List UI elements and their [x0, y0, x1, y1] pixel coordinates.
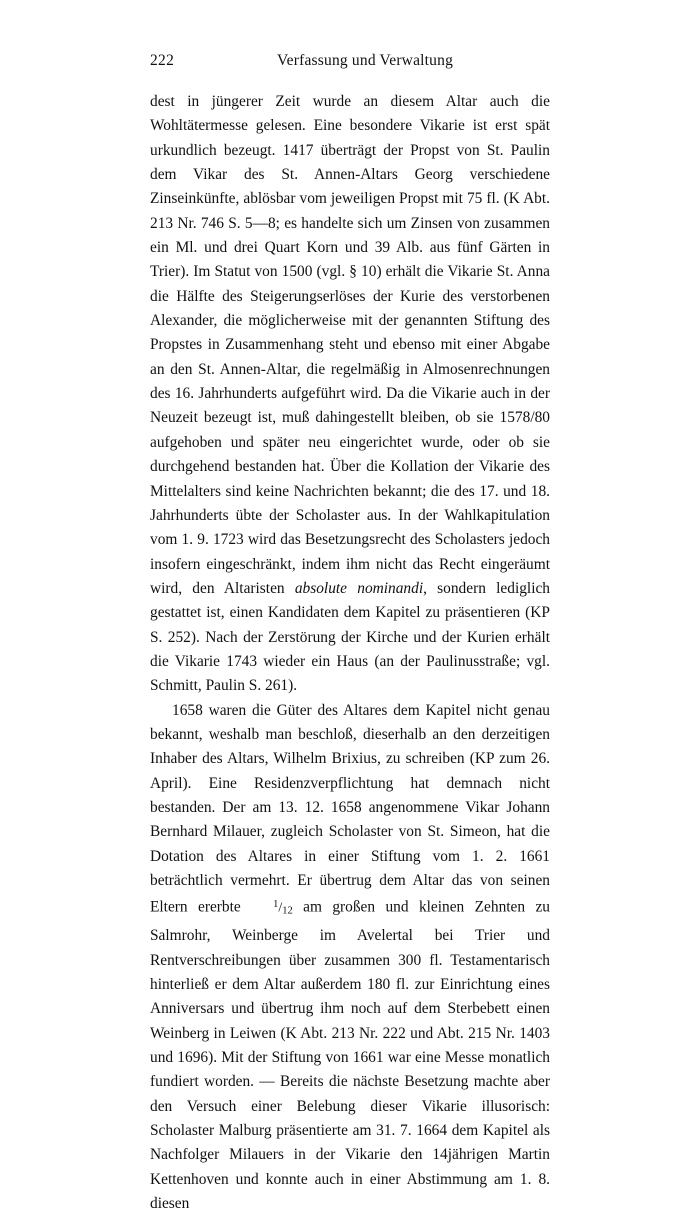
fraction-denominator: 12 [282, 905, 293, 917]
paragraph-1-text-b: , sondern lediglich gestattet ist, einen Kandidaten dem Kapitel zu präsentieren (KP S. 252). Nach der Zerstörung der Kirche und der Kurien erhält die Vikarie 1743 wieder ein Haus (an der Paulinusstraße; vgl. Schmitt, Paulin S. 261). [150, 579, 551, 695]
paragraph-1-text-a: dest in jüngerer Zeit wurde an diesem Altar auch die Wohltätermesse gelesen. Eine besondere Vikarie ist erst spät urkundlich bezeugt. 1417 überträgt der Propst von St. Paulin dem Vikar des St. Annen-Altars Georg verschiedene Zinseinkünfte, ablösbar vom jeweiligen Propst mit 75 fl. (K Abt. 213 Nr. 746 S. 5—8; es handelte sich um Zinsen von zusammen ein Ml. und drei Quart Korn und 39 Alb. aus fünf Gärten in Trier). Im Statut von 1500 (vgl. § 10) erhält die Vikarie St. Anna die Hälfte des Steigerungserlöses der Kurie des verstorbenen Alexander, die möglicherweise mit der genannten Stiftung des Propstes in Zusammenhang steht und ebenso mit einer Abgabe an den St. Annen-Altar, die regelmäßig in Almosenrechnungen des 16. Jahrhunderts aufgeführt wird. Da die Vikarie auch in der Neuzeit bezeugt ist, muß dahingestellt bleiben, ob sie 1578/80 aufgehoben und später neu eingerichtet wurde, oder ob sie durchgehend bestanden hat. Über die Kollation der Vikarie des Mittelalters sind keine Nachrichten bekannt; die des 17. und 18. Jahrhunderts übte der Scholaster aus. In der Wahlkapitulation vom 1. 9. 1723 wird das Besetzungsrecht des Scholasters jedoch insofern eingeschränkt, indem ihm nicht das Recht eingeräumt wird, den Altaristen [150, 93, 550, 597]
fraction-numerator: 1 [273, 899, 279, 911]
running-title: Verfassung und Verwaltung [276, 52, 454, 69]
fraction-slash: / [278, 901, 283, 917]
fraction-one-twelfth [251, 893, 293, 924]
page-number: 222 [150, 52, 175, 69]
paragraph-1 [150, 90, 550, 699]
page-header [150, 52, 550, 74]
paragraph-2-text-a: 1658 waren die Güter des Altares dem Kapitel nicht genau bekannt, weshalb man beschloß, dieserhalb an den derzeitigen Inhaber des Altars, Wilhelm Brixius, zu schreiben (KP zum 26. April). Eine Residenzverpflichtung hat demnach nicht bestanden. Der am 13. 12. 1658 angenommene Vikar Johann Bernhard Milauer, zugleich Scholaster von St. Simeon, hat die Dotation des Altares in einer Stiftung vom 1. 2. 1661 beträchtlich vermehrt. Er übertrug dem Altar das von seinen Eltern ererbte [150, 701, 550, 917]
paragraph-2-text-b: am großen und kleinen Zehnten zu Salmrohr, Weinberge im Avelertal bei Trier und Rentverschreibungen über zusammen 300 fl. Testamentarisch hinterließ er dem Altar außerdem 180 fl. zur Einrichtung eines Anniversars und übertrug ihm noch auf dem Sterbebett einen Weinberg in Leiwen (K Abt. 213 Nr. 222 und Abt. 215 Nr. 1403 und 1696). Mit der Stiftung von 1661 war eine Messe monatlich fundiert worden. — Bereits die nächste Besetzung machte aber den Versuch einer Belebung dieser Vikarie illusorisch: Scholaster Malburg präsentierte am 31. 7. 1664 dem Kapitel als Nachfolger Milauers in der Vikarie den 14jährigen Martin Kettenhoven und konnte auch in einer Abstimmung am 1. 8. diesen [150, 899, 550, 1213]
paragraph-2 [150, 699, 550, 1216]
page-body [150, 90, 550, 1216]
paragraph-1-italic-phrase: absolute nominandi [294, 579, 424, 597]
